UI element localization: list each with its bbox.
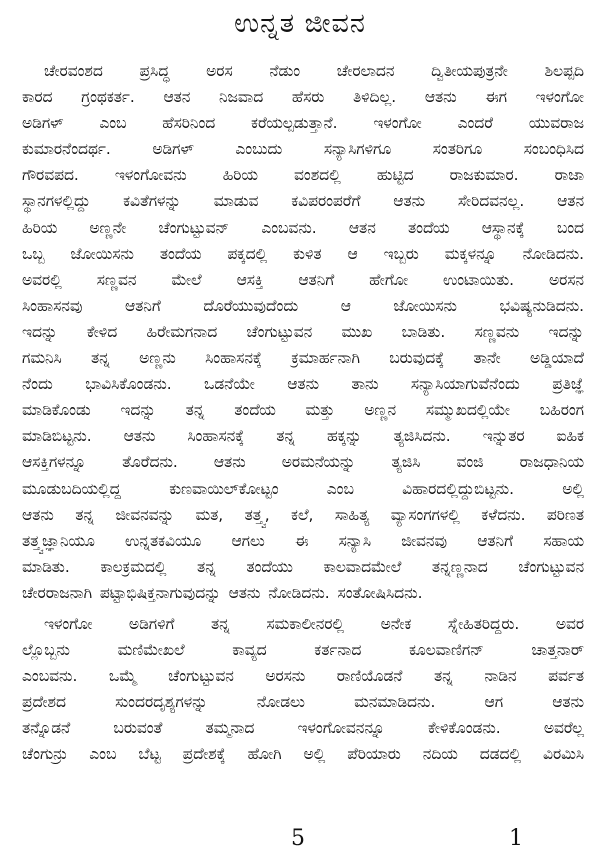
- page-number-right: 1: [509, 826, 523, 851]
- text-line: ಇದನ್ನು ಕೇಳಿದ ಹಿರೇಮಗನಾದ ಚೆಂಗುಟ್ಟುವನ ಮುಖ ಬಾಡಿತು. ಸಣ್ಣವನು ಇದನ್ನು: [22, 322, 584, 341]
- text-line: ಚೆಂಗುನ್ರು ಎಂಬ ಬೆಟ್ಟ ಪ್ರದೇಶಕ್ಕೆ ಹೋಗಿ ಅಲ್ಲಿ ಪೆರಿಯಾರು ನದಿಯ ದಡದಲ್ಲಿ ವಿರಮಿಸಿ: [22, 745, 584, 764]
- body-text: [22, 58, 584, 768]
- text-line: ಮಾಡಿಬಿಟ್ಟನು. ಆತನು ಸಿಂಹಾಸನಕ್ಕೆ ತನ್ನ ಹಕ್ಕನ್ನು ತ್ಯಜಿಸಿದನು. ಇನ್ನುತರ ಐಹಿಕ: [22, 427, 584, 446]
- page-title: ಉನ್ನತ ಜೀವನ: [234, 8, 366, 39]
- text-line: ಇಳಂಗೋ ಅಡಿಗಳಿಗೆ ತನ್ನ ಸಮಕಾಲೀನರಲ್ಲಿ ಅನೇಕ ಸ್ನೇಹಿತರಿದ್ದರು. ಅವರ: [44, 614, 584, 633]
- text-line: ಆಸಕ್ತಿಗಳನ್ನೂ ತೊರೆದನು. ಆತನು ಅರಮನೆಯನ್ನು ತ್ಯಜಿಸಿ ವಂಜಿ ರಾಜಧಾನಿಯ: [22, 453, 584, 472]
- paragraph-2: [22, 611, 584, 768]
- text-line: ಲ್ಲೊಬ್ಬನು ಮಣಿಮೇಖಲೆ ಕಾವ್ಯದ ಕರ್ತನಾದ ಕೂಲವಾಣಿಗನ್ ಚಾತ್ತನಾರ್: [22, 641, 584, 660]
- text-line: ಸ್ಥಾನಗಳಲ್ಲಿದ್ದು ಕವಿತೆಗಳನ್ನು ಮಾಡುವ ಕವಿಪರಂಪರೆಗೆ ಆತನು ಸೇರಿದವನಲ್ಲ. ಆತನ: [22, 192, 584, 211]
- text-line: ಅಡಿಗಳ್ ಎಂಬ ಹೆಸರಿನಿಂದ ಕರೆಯಲ್ಪಡುತ್ತಾನೆ. ಇಳಂಗೋ ಎಂದರೆ ಯುವರಾಜ: [22, 114, 584, 133]
- text-line: ಮಾಡಿತು. ಕಾಲಕ್ರಮದಲ್ಲಿ ತನ್ನ ತಂದೆಯು ಕಾಲವಾದಮೇಲೆ ತನ್ನಣ್ಣನಾದ ಚೆಂಗುಟ್ಟುವನ: [22, 557, 584, 576]
- text-line: ಗೌರವಪದ. ಇಳಂಗೋವನು ಹಿರಿಯ ವಂಶದಲ್ಲಿ ಹುಟ್ಟಿದ ರಾಜಕುಮಾರ. ರಾಜಾ: [22, 166, 584, 185]
- text-line: ಎಂಬವನು. ಒಮ್ಮೆ ಚೆಂಗುಟ್ಟುವನ ಅರಸನು ರಾಣಿಯೊಡನೆ ತನ್ನ ನಾಡಿನ ಪರ್ವತ: [22, 667, 584, 686]
- text-line: ನೆಂದು ಭಾವಿಸಿಕೊಂಡನು. ಒಡನೆಯೇ ಆತನು ತಾನು ಸನ್ಯಾಸಿಯಾಗುವೆನೆಂದು ಪ್ರತಿಜ್ಞೆ: [22, 375, 584, 394]
- text-line: ಕುಮಾರನೆಂದರ್ಥ. ಅಡಿಗಳ್ ಎಂಬುದು ಸನ್ಯಾಸಿಗಳಿಗೂ ಸಂತರಿಗೂ ಸಂಬಂಧಿಸಿದ: [22, 140, 584, 159]
- text-line: ಸಿಂಹಾಸನವು ಆತನಿಗೆ ದೊರೆಯುವುದೆಂದು ಆ ಜೋಯಿಸನು ಭವಿಷ್ಯನುಡಿದನು.: [22, 296, 584, 315]
- text-line: ತನ್ನೊಡನೆ ಬರುವಂತೆ ತಮ್ಮನಾದ ಇಳಂಗೋವನನ್ನೂ ಕೇಳಿಕೊಂಡನು. ಅವರೆಲ್ಲ: [22, 719, 584, 738]
- paragraph-1: [22, 58, 584, 606]
- text-line: ಗಮನಿಸಿ ತನ್ನ ಅಣ್ಣನು ಸಿಂಹಾಸನಕ್ಕೆ ಕ್ರಮಾರ್ಹನಾಗಿ ಬರುವುದಕ್ಕೆ ತಾನೇ ಅಡ್ಡಿಯಾದೆ: [22, 349, 584, 368]
- text-line: ಒಬ್ಬ ಜೋಯಿಸನು ತಂದೆಯ ಪಕ್ಕದಲ್ಲಿ ಕುಳಿತ ಆ ಇಬ್ಬರು ಮಕ್ಕಳನ್ನೂ ನೋಡಿದನು.: [22, 244, 584, 263]
- text-line: ಅವರಲ್ಲಿ ಸಣ್ಣವನ ಮೇಲೆ ಆಸಕ್ತಿ ಆತನಿಗೆ ಹೇಗೋ ಉಂಟಾಯಿತು. ಅರಸನ: [22, 270, 584, 289]
- text-line: ಚೇರರಾಜನಾಗಿ ಪಟ್ಟಾಭಿಷಿಕ್ತನಾಗುವುದನ್ನು ಆತನು ನೋಡಿದನು. ಸಂತೋಷಿಸಿದನು.: [22, 583, 423, 602]
- text-line: ತತ್ತ್ವಜ್ಞಾನಿಯೂ ಉನ್ನತಕವಿಯೂ ಆಗಲು ಈ ಸನ್ಯಾಸಿ ಜೀವನವು ಆತನಿಗೆ ಸಹಾಯ: [22, 531, 584, 550]
- text-line: ಚೇರವಂಶದ ಪ್ರಸಿದ್ಧ ಅರಸ ನೆಡುಂ ಚೇರಲಾದನ ದ್ವಿತೀಯಪುತ್ರನೇ ಶಿಲಪ್ಪದಿ: [44, 62, 584, 80]
- text-line: ಮಾಡಿಕೊಂಡು ಇದನ್ನು ತನ್ನ ತಂದೆಯ ಮತ್ತು ಅಣ್ಣನ ಸಮ್ಮುಖದಲ್ಲಿಯೇ ಬಹಿರಂಗ: [22, 401, 584, 420]
- text-line: ಆತನು ತನ್ನ ಜೀವನವನ್ನು ಮತ, ತತ್ತ್ವ, ಕಲೆ, ಸಾಹಿತ್ಯ ವ್ಯಾಸಂಗಗಳಲ್ಲಿ ಕಳೆದನು. ಪರಿಣತ: [22, 505, 584, 524]
- text-line: ಕಾರದ ಗ್ರಂಥಕರ್ತ. ಆತನ ನಿಜವಾದ ಹೆಸರು ತಿಳಿದಿಲ್ಲ. ಆತನು ಈಗ ಇಳಂಗೋ: [22, 88, 584, 107]
- text-line: ಹಿರಿಯ ಅಣ್ಣನೇ ಚೆಂಗುಟ್ಟುವನ್ ಎಂಬವನು. ಆತನ ತಂದೆಯ ಆಸ್ಥಾನಕ್ಕೆ ಬಂದ: [22, 218, 584, 237]
- text-line: ಪ್ರದೇಶದ ಸುಂದರದೃಶ್ಯಗಳನ್ನು ನೋಡಲು ಮನಮಾಡಿದನು. ಆಗ ಆತನು: [22, 693, 584, 712]
- text-line: ಮೂಡುಬದಿಯಲ್ಲಿದ್ದ ಕುಣವಾಯಿಲ್‌ಕೋಟ್ಟಂ ಎಂಬ ವಿಹಾರದಲ್ಲಿದ್ದುಬಿಟ್ಟನು. ಅಲ್ಲಿ: [22, 479, 584, 498]
- page-number-left: 5: [291, 826, 305, 851]
